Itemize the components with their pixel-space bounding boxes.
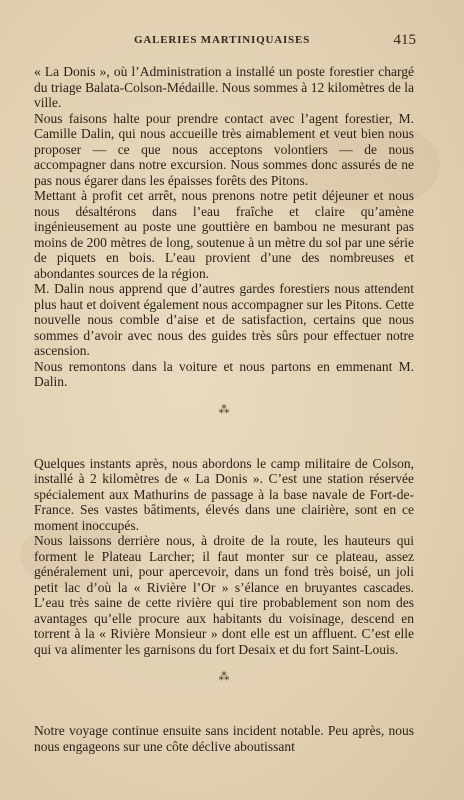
section-break xyxy=(34,657,414,723)
asterism-ornament: ⁂ xyxy=(218,403,230,416)
paragraph: Mettant à profit cet arrêt, nous prenons notre petit déjeuner et nous nous désaltérons dans l’eau fraîche et claire qu’amène ingénieusement au poste une gouttière en bambou ne mesurant pas moins de 200 mètres de long, soutenue à un mètre du sol par une série de piquets en bois. L’eau provient d’une des nombreuses et abondantes sources de la région. xyxy=(34,188,414,281)
paragraph: Quelques instants après, nous abordons le camp militaire de Colson, installé à 2 kilomètres de « La Donis ». C’est une station réservée spécialement aux Mathurins de passage à la base navale de Fort-de-France. Ses vastes bâtiments, élevés dans une clairière, sont en ce moment inoccupés. xyxy=(34,455,414,533)
paragraph: M. Dalin nous apprend que d’autres gardes forestiers nous attendent plus haut et doivent également nous accompagner sur les Pitons. Cette nouvelle nous comble d’aise et de satisfaction, certains que nous sommes d’avoir avec nous des guides très sûrs pour effectuer notre ascension. xyxy=(34,281,414,358)
section-break xyxy=(34,390,414,456)
paragraph: Notre voyage continue ensuite sans incident notable. Peu après, nous nous engageons sur une côte déclive aboutissant xyxy=(34,723,414,754)
paragraph: « La Donis », où l’Administration a installé un poste forestier chargé du triage Balata-Colson-Médaille. Nous sommes à 12 kilomètres de la ville. xyxy=(34,64,414,110)
running-title: GALERIES MARTINIQUAISES xyxy=(134,34,311,46)
asterism-ornament: ⁂ xyxy=(218,671,230,683)
paragraph: Nous remontons dans la voiture et nous partons en emmenant M. Dalin. xyxy=(34,358,414,389)
paragraph: Nous faisons halte pour prendre contact avec l’agent forestier, M. Camille Dalin, qui nous accueille très aimablement et veut bien nous proposer — ce que nous acceptons volontiers — de nous accompagner dans notre excursion. Nous sommes donc assurés de ne pas nous égarer dans les épaisses forêts des Pitons. xyxy=(34,110,414,188)
page-number: 415 xyxy=(393,32,416,48)
body-text xyxy=(34,64,414,754)
running-head xyxy=(34,34,416,54)
paragraph: Nous laissons derrière nous, à droite de la route, les hauteurs qui forment le Plateau Larcher; il faut monter sur ce plateau, assez généralement uni, pour apercevoir, dans un fond très boisé, un joli petit lac d’où la « Rivière l’Or » s’élance en bruyantes cascades. L’eau très saine de cette rivière qui tire probablement son nom des avantages qu’elle procure aux habitants du voisinage, descend en torrent à la « Rivière Monsieur » dont elle est un affluent. C’est elle qui va alimenter les garnisons du fort Desaix et du fort Saint-Louis. xyxy=(34,533,414,657)
